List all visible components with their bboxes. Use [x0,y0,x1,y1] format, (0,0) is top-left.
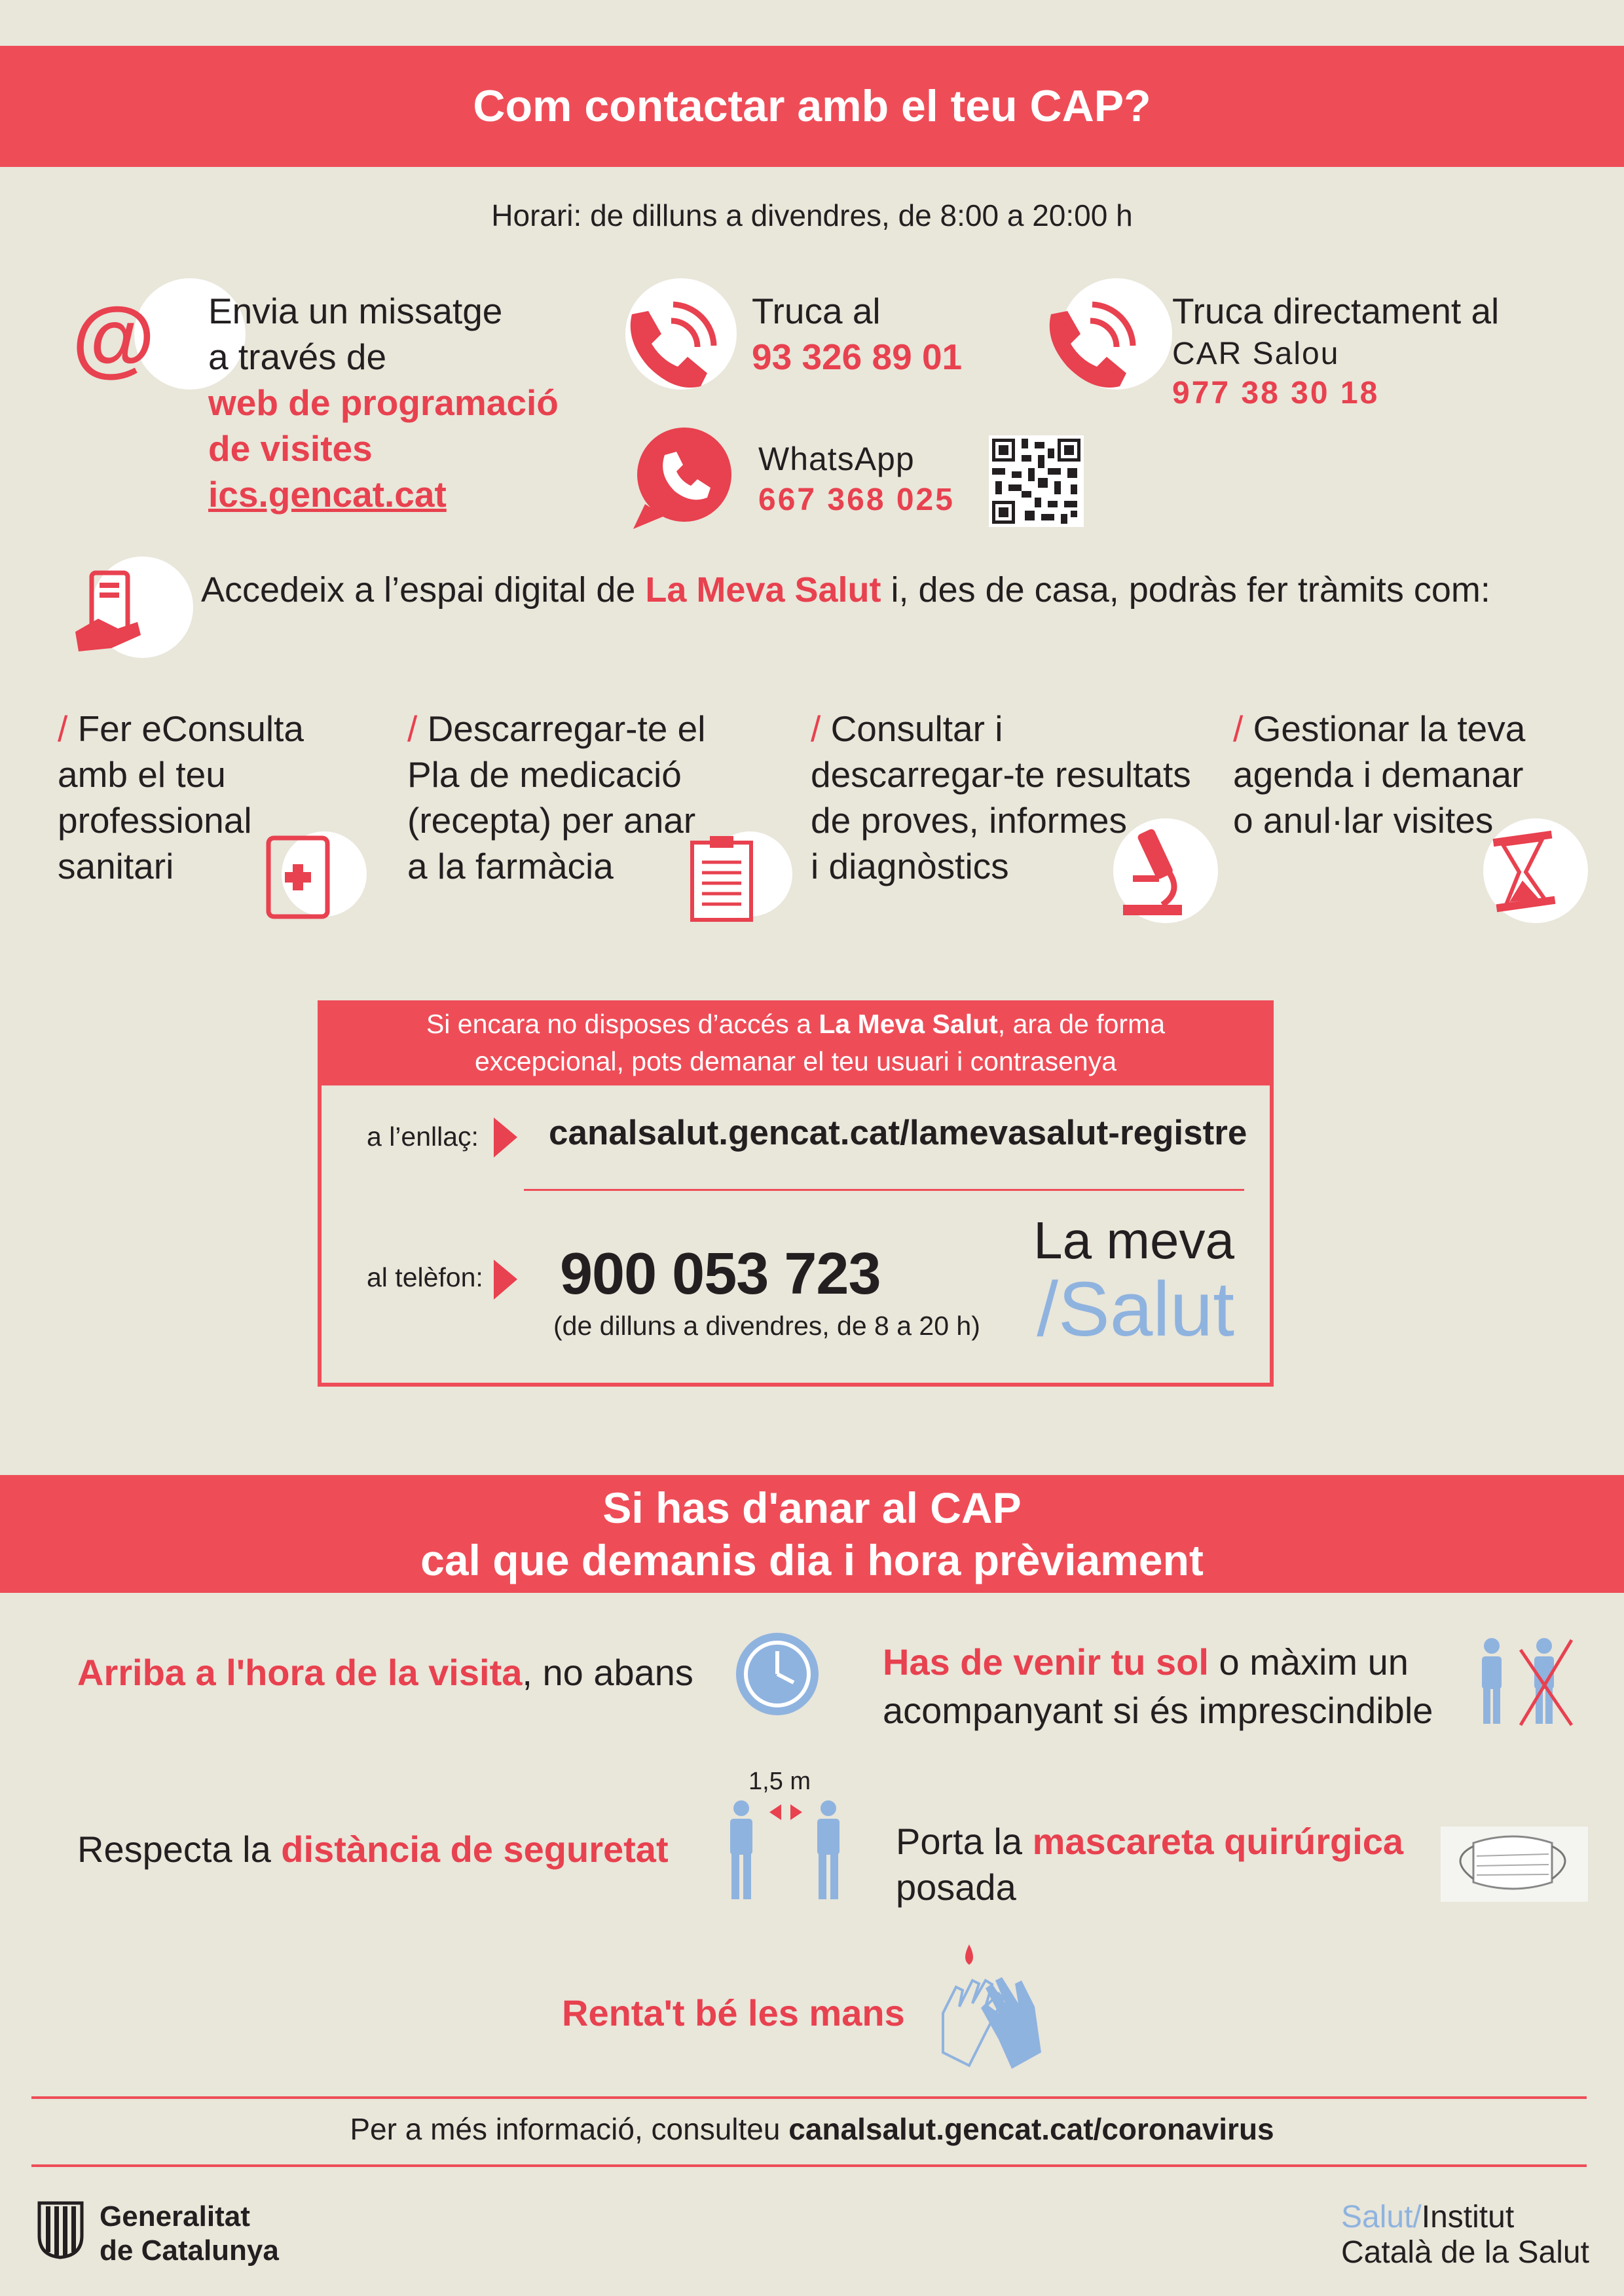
car-name: CAR Salou [1172,337,1340,371]
cap-banner [0,1475,1624,1593]
registration-phone[interactable]: 900 053 723 [560,1241,881,1307]
whatsapp-contact [758,437,955,520]
procedure-line: Descarregar-te el [427,708,706,749]
procedure-medication [407,706,705,889]
tip-distance-plain: Respecta la [77,1829,282,1870]
whatsapp-label: WhatsApp [758,441,915,477]
wash-hands-icon [930,1941,1051,2075]
medical-tablet-icon [265,835,331,920]
slash-mark: / [58,708,78,749]
procedure-line: Consultar i [830,708,1003,749]
arrow-right-icon [492,1258,519,1301]
procedure-line: a la farmàcia [407,846,614,886]
microscope-icon [1116,826,1189,921]
car-label: Truca directament al [1172,291,1500,331]
procedure-line: Pla de medicació [407,754,682,795]
gen-line1: Generalitat [100,2200,250,2232]
access-head-brand: La Meva Salut [819,1009,998,1039]
arrow-right-icon [492,1116,519,1159]
page-title: Com contactar amb el teu CAP? [473,81,1151,131]
procedure-line: i diagnòstics [811,846,1009,886]
la-meva-salut-logo [1008,1211,1234,1353]
cap-line2: cal que demanis dia i hora prèviament [420,1536,1204,1584]
car-contact [1172,288,1499,412]
phone-label: Truca al [752,291,881,331]
footer-info-text: Per a més informació, consulteu [350,2112,789,2146]
procedure-line: sanitari [58,846,174,886]
tip-alone [883,1638,1433,1735]
slash-mark: / [1233,708,1253,749]
digital-suffix: i, des de casa, podràs fer tràmits com: [881,570,1490,610]
tip-mask [896,1819,1403,1910]
procedure-line: o anul·lar visites [1233,800,1494,841]
procedure-line: professional [58,800,252,841]
tip-alone-line2: acompanyant si és imprescindible [883,1690,1433,1731]
slash-mark: / [811,708,831,749]
procedure-line: Fer eConsulta [77,708,304,749]
slash-mark: / [407,708,428,749]
web-line3: web de programació [208,382,559,423]
prescription-clipboard-icon [689,835,754,923]
tip-mask-bold: mascareta quirúrgica [1032,1821,1404,1862]
tip-distance [77,1828,669,1870]
distance-measure: 1,5 m [748,1768,811,1795]
coronavirus-link[interactable]: canalsalut.gencat.cat/coronavirus [788,2112,1274,2146]
logo-bottom: /Salut [1037,1266,1234,1353]
ics-inst: Institut [1421,2200,1515,2234]
access-box-header [318,1000,1274,1085]
footer-divider-top [31,2096,1587,2099]
web-line2: a través de [208,337,387,377]
ics-line2: Català de la Salut [1341,2235,1589,2270]
procedure-agenda [1233,706,1525,843]
car-number[interactable]: 977 38 30 18 [1172,376,1380,410]
tip-hands: Renta't bé les mans [562,1992,905,2033]
procedure-line: (recepta) per anar [407,800,696,841]
social-distance-icon [724,1799,848,1904]
digital-intro [201,567,1490,613]
tip-alone-bold: Has de venir tu sol [883,1641,1209,1683]
web-line1: Envia un missatge [208,291,503,331]
title-banner [0,46,1624,167]
one-person-icon [1473,1637,1585,1728]
phone-label: al telèfon: [367,1262,483,1292]
web-contact [208,288,559,517]
phone-contact [752,288,962,380]
tip-arrive [77,1651,693,1694]
phone-number[interactable]: 93 326 89 01 [752,337,963,377]
whatsapp-icon [625,426,743,530]
access-head-line2: excepcional, pots demanar el teu usuari i contrasenya [474,1046,1117,1076]
ics-salut: Salut/ [1341,2200,1422,2234]
procedure-line: amb el teu [58,754,226,795]
divider [524,1189,1244,1191]
web-link[interactable]: ics.gencat.cat [208,474,447,515]
tip-arrive-bold: Arriba a l'hora de la visita [77,1652,523,1693]
surgical-mask-icon [1441,1827,1588,1902]
schedule-text: Horari: de dilluns a divendres, de 8:00 a 20:00 h [491,198,1133,232]
phone-icon [622,301,733,393]
access-head-b: , ara de forma [997,1009,1166,1039]
mobile-hand-icon [72,570,151,655]
qr-code-icon[interactable] [989,435,1084,527]
link-label: a l’enllaç: [367,1121,479,1152]
clock-icon [733,1630,822,1719]
at-icon: @ [72,289,155,385]
procedure-line: agenda i demanar [1233,754,1524,795]
cap-line1: Si has d'anar al CAP [602,1484,1022,1532]
generalitat-logo-icon [36,2200,85,2259]
la-meva-salut-brand: La Meva Salut [645,570,881,610]
tip-mask-plain: Porta la [896,1821,1033,1862]
generalitat-logo-text [100,2200,279,2268]
digital-prefix: Accedeix a l’espai digital de [201,570,646,610]
access-head-a: Si encara no disposes d’accés a [426,1009,819,1039]
tip-mask-line2: posada [896,1867,1016,1908]
hourglass-icon [1486,831,1559,910]
ics-logo [1341,2200,1589,2270]
footer-divider-bottom [31,2164,1587,2167]
registration-link[interactable]: canalsalut.gencat.cat/lamevasalut-registre [549,1114,1247,1152]
web-line4: de visites [208,428,373,469]
tip-alone-rest: o màxim un [1208,1641,1409,1683]
phone-icon [1041,301,1153,393]
gen-line2: de Catalunya [100,2234,279,2267]
procedure-line: de proves, informes [811,800,1127,841]
footer-info [0,2111,1624,2147]
tip-distance-bold: distància de seguretat [281,1829,669,1870]
phone-hours: (de dilluns a divendres, de 8 a 20 h) [553,1311,980,1341]
procedure-line: Gestionar la teva [1253,708,1526,749]
logo-top: La meva [1033,1211,1234,1269]
whatsapp-number[interactable]: 667 368 025 [758,483,955,517]
procedure-line: descarregar-te resultats [811,754,1191,795]
tip-arrive-rest: , no abans [522,1652,693,1693]
